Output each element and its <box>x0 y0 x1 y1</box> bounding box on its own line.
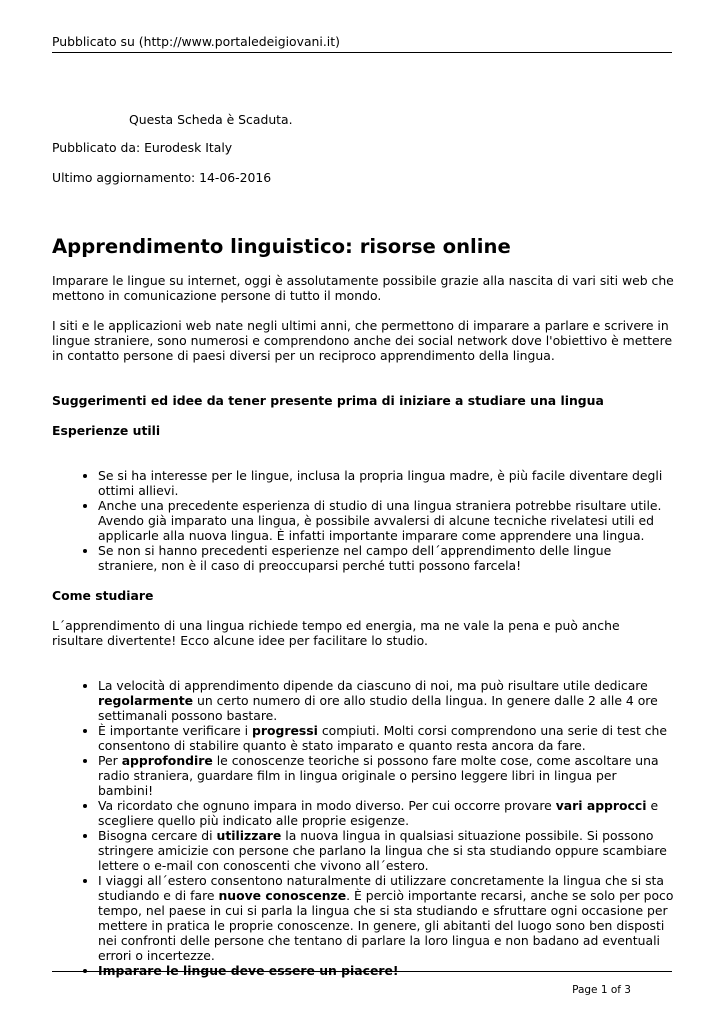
page-number: Page 1 of 3 <box>572 984 631 996</box>
experience-list <box>52 468 674 573</box>
last-update: Ultimo aggiornamento: 14-06-2016 <box>52 170 272 185</box>
experience-heading: Esperienze utili <box>52 423 161 438</box>
list-item: • Bisogna cercare di utilizzare la nuova lingua in qualsiasi situazione possibile. Si possono stringere amicizie con persone che parlano la lingua che si sta studiando oppure scambiare lettere o e-mail con conoscenti che vivono all´estero. <box>98 828 674 873</box>
list-item: • Imparare le lingue deve essere un piacere! <box>98 963 674 978</box>
list-item: • Per approfondire le conoscenze teoriche si possono fare molte cose, come ascoltare una radio straniera, guardare film in lingua originale o persino leggere libri in lingua per bambini! <box>98 753 674 798</box>
intro-paragraph-1: Imparare le lingue su internet, oggi è assolutamente possibile grazie alla nascita di vari siti web che mettono in comunicazione persone di tutto il mondo. <box>52 273 674 303</box>
document-body <box>52 112 674 993</box>
list-item: • È importante verificare i progressi compiuti. Molti corsi comprendono una serie di test che consentono di stabilire quanto è stato imparato e quanto resta ancora da fare. <box>98 723 674 753</box>
published-by: Pubblicato da: Eurodesk Italy <box>52 140 233 155</box>
list-item: • Anche una precedente esperienza di studio di una lingua straniera potrebbe risultare utile. Avendo già imparato una lingua, è possibile avvalersi di alcune tecniche rivelatesi utili ed applicarle alla nuova lingua. È infatti importante imparare come apprendere una lingua. <box>98 498 674 543</box>
list-item: • Va ricordato che ognuno impara in modo diverso. Per cui occorre provare vari approcci e scegliere quello più indicato alle proprie esigenze. <box>98 798 674 828</box>
article-title: Apprendimento linguistico: risorse online <box>52 235 511 258</box>
intro-paragraph-2: I siti e le applicazioni web nate negli ultimi anni, che permettono di imparare a parlare e scrivere in lingue straniere, sono numerosi e comprendono anche dei social network dove l'obiettivo è mettere in contatto persone di paesi diversi per un reciproco apprendimento della lingua. <box>52 318 673 363</box>
study-heading: Come studiare <box>52 588 154 603</box>
list-item: • I viaggi all´estero consentono naturalmente di utilizzare concretamente la lingua che si sta studiando e di fare nuove conoscenze. È perciò importante recarsi, anche se solo per poco tempo, nel paese in cui si parla la lingua che si sta studiando e sfruttare ogni occasione per mettere in pratica le proprie conoscenze. In genere, gli abitanti del luogo sono ben disposti nei confronti delle persone che tentano di parlare la loro lingua e non badano ad eventuali errori o incertezze. <box>98 873 674 963</box>
expired-notice: Questa Scheda è Scaduta. <box>129 112 293 127</box>
page-header: Pubblicato su (http://www.portaledeigiovani.it) <box>52 34 340 49</box>
study-intro: L´apprendimento di una lingua richiede tempo ed energia, ma ne vale la pena e può anche risultare divertente! Ecco alcune idee per facilitare lo studio. <box>52 618 620 648</box>
list-item: • Se non si hanno precedenti esperienze nel campo dell´apprendimento delle lingue straniere, non è il caso di preoccuparsi perché tutti possono farcela! <box>98 543 674 573</box>
header-divider <box>52 52 672 53</box>
tips-heading: Suggerimenti ed idee da tener presente prima di iniziare a studiare una lingua <box>52 393 604 408</box>
footer-divider <box>52 971 672 972</box>
list-item: • La velocità di apprendimento dipende da ciascuno di noi, ma può risultare utile dedicare regolarmente un certo numero di ore allo studio della lingua. In genere dalle 2 alle 4 ore settimanali possono bastare. <box>98 678 674 723</box>
list-item: • Se si ha interesse per le lingue, inclusa la propria lingua madre, è più facile diventare degli ottimi allievi. <box>98 468 674 498</box>
study-list <box>52 678 674 978</box>
